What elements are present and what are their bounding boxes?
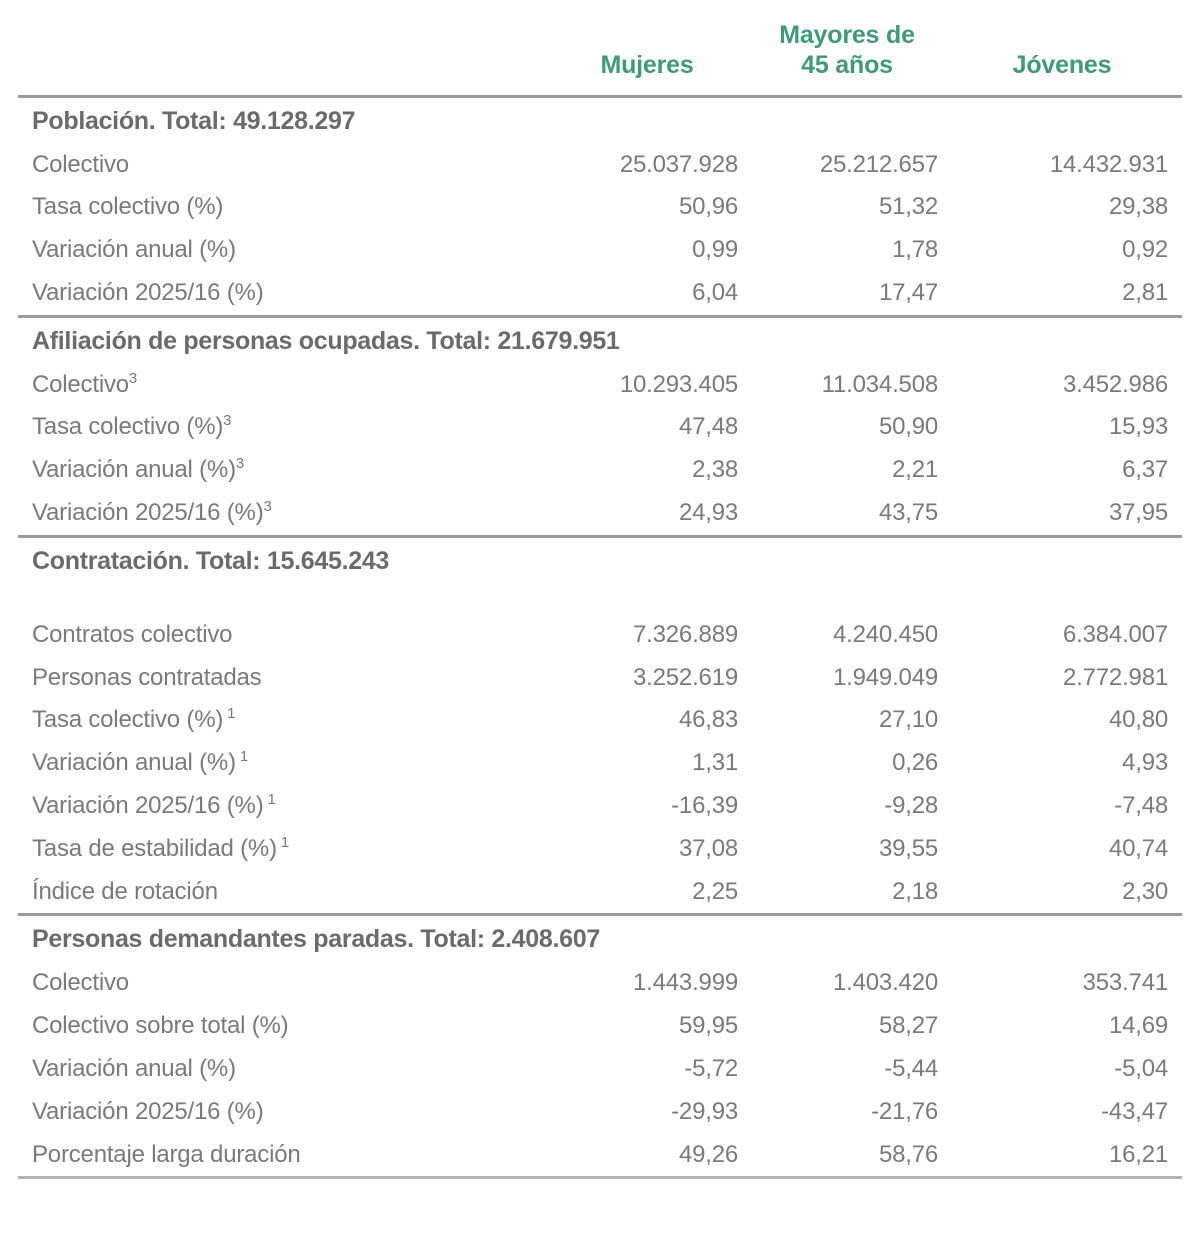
section-header-row (18, 916, 1182, 962)
footnote-marker: 3 (235, 455, 245, 473)
footnote-marker: 1 (227, 705, 236, 723)
row-value-3: -7,48 (1114, 792, 1168, 820)
table-row (18, 406, 1182, 449)
row-label (18, 144, 556, 187)
row-value-2: -9,28 (884, 792, 938, 820)
row-value-2: 4.240.450 (833, 620, 938, 648)
column-header-label (18, 0, 556, 96)
row-value-2: 27,10 (878, 706, 938, 734)
row-value-3: 29,38 (1108, 193, 1168, 221)
table-row (18, 962, 1182, 1005)
row-label-text: Variación anual (%) (32, 749, 236, 777)
row-value-3: 37,95 (1108, 499, 1168, 527)
row-value-2: 2,18 (892, 877, 938, 905)
row-value-1: -16,39 (671, 792, 738, 820)
row-label (18, 614, 556, 657)
row-label (18, 657, 556, 700)
row-label-text: Variación 2025/16 (%) (32, 1097, 264, 1125)
table-row (18, 871, 1182, 915)
section-header-row (18, 538, 1182, 584)
row-value-3: 16,21 (1108, 1140, 1168, 1168)
row-value-1: 24,93 (678, 499, 738, 527)
row-label (18, 699, 556, 742)
row-value-3: 6.384.007 (1063, 620, 1168, 648)
row-label (18, 364, 556, 407)
table-row (18, 785, 1182, 828)
row-label-text: Personas contratadas (32, 663, 262, 691)
table-row (18, 699, 1182, 742)
row-value-1: 49,26 (678, 1140, 738, 1168)
row-label (18, 1091, 556, 1134)
row-value-1: 2,25 (692, 877, 738, 905)
row-value-3: 2,30 (1122, 877, 1168, 905)
row-value-2: -21,76 (871, 1097, 938, 1125)
column-header-mayores-45-line2: 45 años (801, 51, 893, 79)
row-value-2: 39,55 (878, 834, 938, 862)
row-label (18, 962, 556, 1005)
row-value-2: 58,27 (878, 1012, 938, 1040)
row-label-text: Porcentaje larga duración (32, 1140, 301, 1168)
row-label-text: Variación anual (%) (32, 236, 236, 264)
row-value-3: 40,80 (1108, 706, 1168, 734)
row-label-text: Contratos colectivo (32, 620, 233, 648)
table-row (18, 186, 1182, 229)
row-value-1: 7.326.889 (633, 620, 738, 648)
row-value-2: 0,26 (892, 749, 938, 777)
row-label-text: Colectivo sobre total (%) (32, 1012, 289, 1040)
row-label-text: Colectivo (32, 370, 129, 398)
row-value-1: 6,04 (692, 278, 738, 306)
table-row (18, 364, 1182, 407)
row-value-2: 1,78 (892, 236, 938, 264)
row-value-2: 25.212.657 (819, 150, 938, 178)
table-row (18, 1134, 1182, 1178)
footnote-marker: 3 (263, 498, 272, 516)
divider-line (18, 1178, 1182, 1180)
row-value-2: 50,90 (878, 413, 938, 441)
table-row (18, 229, 1182, 272)
table-row (18, 1048, 1182, 1091)
row-label (18, 186, 556, 229)
row-value-3: 353.741 (1082, 969, 1168, 997)
row-value-1: -29,93 (671, 1097, 738, 1125)
column-header-mujeres (556, 0, 756, 96)
row-value-3: 2.772.981 (1063, 663, 1168, 691)
column-header-jovenes-line1: Jóvenes (1012, 51, 1112, 79)
row-value-3: 14.432.931 (1049, 150, 1168, 178)
row-value-1: 46,83 (678, 706, 738, 734)
row-label (18, 272, 556, 316)
footnote-marker: 1 (267, 791, 276, 809)
row-label (18, 828, 556, 871)
row-value-1: 1.443.999 (633, 969, 738, 997)
row-label-text: Variación 2025/16 (%) (32, 278, 264, 306)
row-value-1: 59,95 (678, 1012, 738, 1040)
row-label (18, 229, 556, 272)
table-row (18, 742, 1182, 785)
row-label-text: Colectivo (32, 969, 129, 997)
table-row (18, 1091, 1182, 1134)
section-title: Afiliación de personas ocupadas. Total: 21.679.951 (32, 326, 620, 355)
row-value-2: 1.949.049 (833, 663, 938, 691)
row-value-2: 51,32 (878, 193, 938, 221)
section-spacer-cell (18, 584, 1182, 614)
row-label (18, 871, 556, 915)
row-value-2: 11.034.508 (821, 370, 938, 398)
section-divider-rule (18, 1178, 1182, 1180)
row-label (18, 1048, 556, 1091)
table-row (18, 828, 1182, 871)
row-label-text: Colectivo (32, 150, 129, 178)
row-value-1: 25.037.928 (619, 150, 738, 178)
row-value-1: 3.252.619 (633, 663, 738, 691)
row-value-3: -43,47 (1101, 1097, 1168, 1125)
row-label (18, 492, 556, 536)
row-value-1: 1,31 (692, 749, 738, 777)
row-value-3: 0,92 (1122, 236, 1168, 264)
row-value-2: 58,76 (878, 1140, 938, 1168)
column-header-mayores-45-line1: Mayores de (779, 20, 915, 49)
row-label-text: Variación 2025/16 (%) (32, 499, 264, 527)
table-row (18, 1005, 1182, 1048)
table-row (18, 272, 1182, 316)
row-value-2: 1.403.420 (833, 969, 938, 997)
labour-market-statistics-table (18, 0, 1182, 1179)
table-row (18, 492, 1182, 536)
row-value-3: -5,04 (1114, 1055, 1168, 1083)
footnote-marker: 3 (128, 369, 138, 387)
table-body (18, 96, 1182, 1179)
row-value-1: -5,72 (684, 1055, 738, 1083)
row-label-text: Variación anual (%) (32, 1055, 236, 1083)
row-value-3: 15,93 (1108, 413, 1168, 441)
row-value-3: 40,74 (1108, 834, 1168, 862)
column-header-mujeres-line1: Mujeres (600, 51, 694, 79)
section-header-row (18, 98, 1182, 144)
row-label (18, 449, 556, 492)
row-value-1: 50,96 (678, 193, 738, 221)
table-row (18, 657, 1182, 700)
footnote-marker: 1 (239, 748, 249, 766)
row-label-text: Variación anual (%) (32, 456, 236, 484)
row-label-text: Tasa de estabilidad (%) (32, 834, 277, 862)
row-label (18, 1005, 556, 1048)
row-value-3: 2,81 (1122, 278, 1168, 306)
row-label-text: Tasa colectivo (%) (32, 413, 224, 441)
footnote-marker: 1 (280, 833, 290, 851)
section-title: Población. Total: 49.128.297 (32, 106, 356, 135)
row-label-text: Tasa colectivo (%) (32, 706, 224, 734)
section-spacer (18, 584, 1182, 614)
row-value-1: 47,48 (678, 413, 738, 441)
row-label (18, 742, 556, 785)
row-label (18, 1134, 556, 1178)
row-value-3: 4,93 (1122, 749, 1168, 777)
row-label-text: Variación 2025/16 (%) (32, 792, 264, 820)
row-label (18, 785, 556, 828)
table-header (18, 0, 1182, 96)
section-title: Contratación. Total: 15.645.243 (32, 546, 390, 575)
row-label-text: Índice de rotación (32, 877, 218, 905)
row-value-1: 10.293.405 (619, 370, 738, 398)
row-value-1: 0,99 (692, 236, 738, 264)
column-header-jovenes (956, 0, 1182, 96)
row-value-1: 2,38 (692, 456, 738, 484)
row-value-2: -5,44 (884, 1055, 938, 1083)
row-value-2: 43,75 (878, 499, 938, 527)
table-row (18, 144, 1182, 187)
row-value-2: 17,47 (878, 278, 938, 306)
table-row (18, 449, 1182, 492)
row-label-text: Tasa colectivo (%) (32, 193, 224, 221)
row-value-2: 2,21 (892, 456, 938, 484)
row-value-3: 3.452.986 (1063, 370, 1168, 398)
row-value-3: 14,69 (1108, 1012, 1168, 1040)
row-label (18, 406, 556, 449)
section-title: Personas demandantes paradas. Total: 2.408.607 (32, 925, 600, 954)
footnote-marker: 3 (223, 412, 232, 430)
table-row (18, 614, 1182, 657)
section-header-row (18, 318, 1182, 364)
row-value-3: 6,37 (1122, 456, 1168, 484)
row-value-1: 37,08 (678, 834, 738, 862)
column-header-mayores-45 (756, 0, 956, 96)
